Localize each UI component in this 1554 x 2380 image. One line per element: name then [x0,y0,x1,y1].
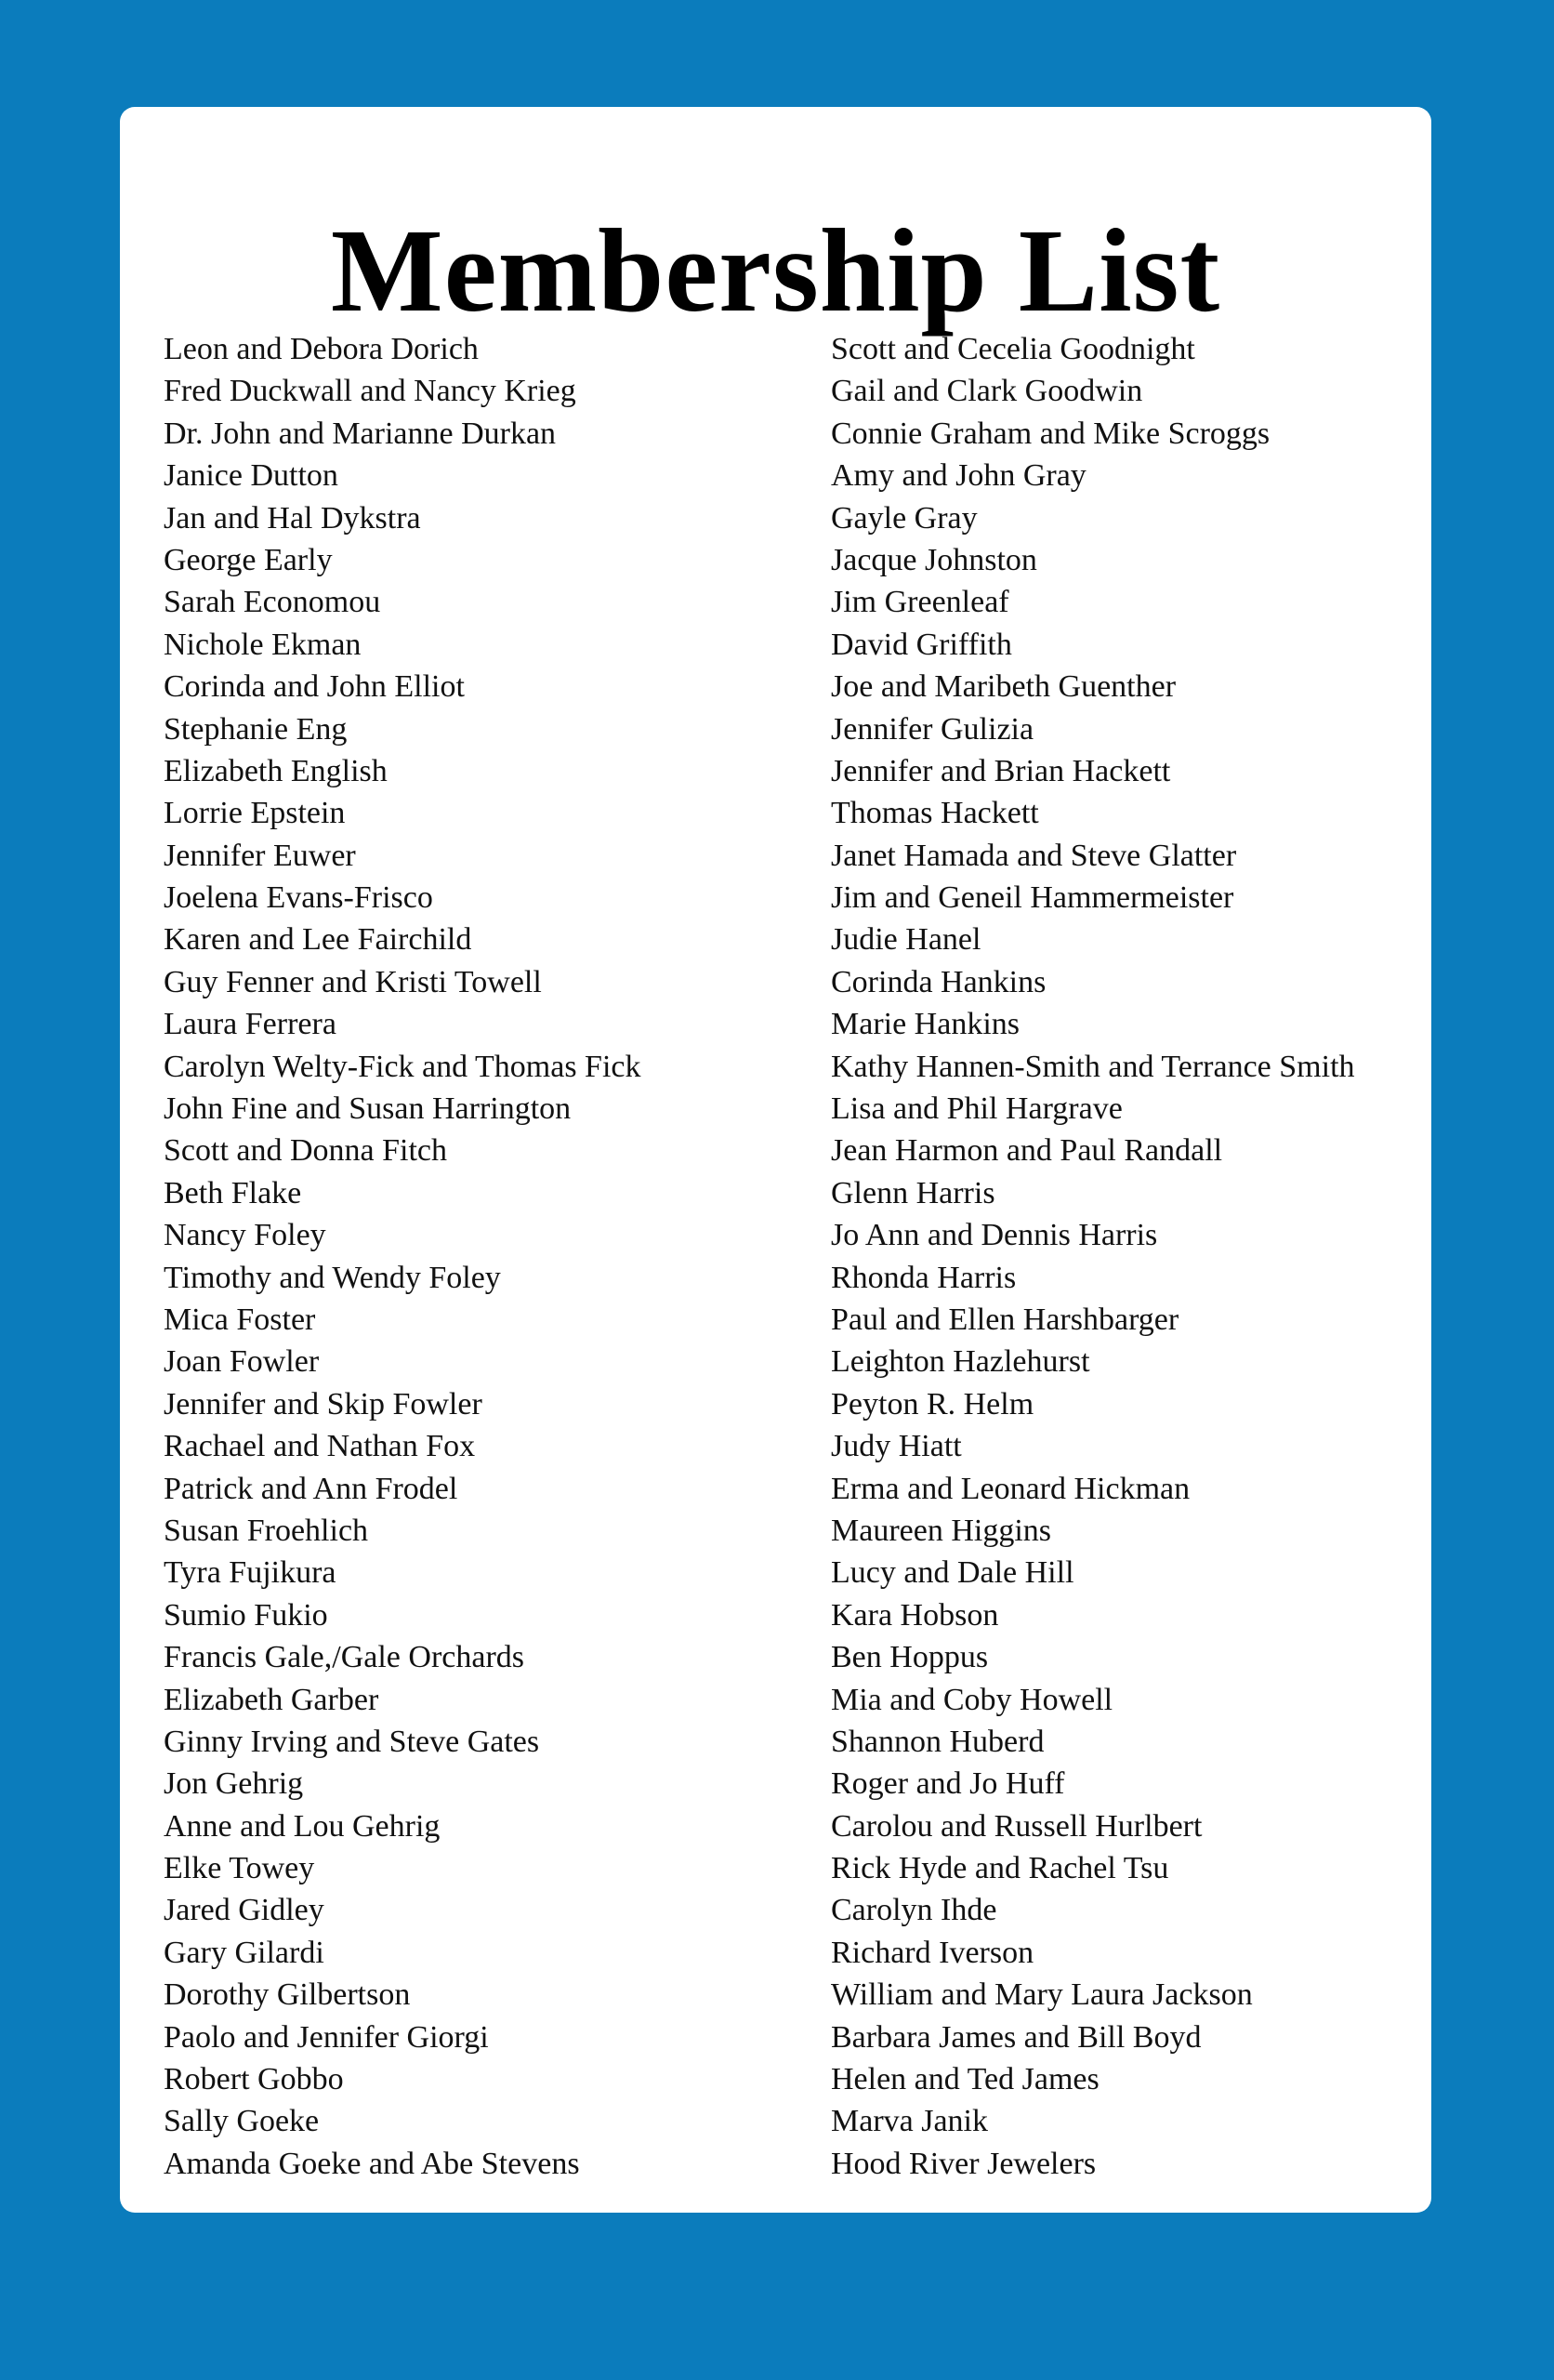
member-name: Timothy and Wendy Foley [164,1260,501,1295]
member-name: Lucy and Dale Hill [831,1555,1074,1591]
page-title: Membership List [330,205,1221,337]
member-name: George Early [164,542,333,577]
member-name: Kathy Hannen-Smith and Terrance Smith [831,1049,1355,1084]
member-name: Lorrie Epstein [164,796,346,831]
member-name: Janet Hamada and Steve Glatter [831,838,1237,873]
member-name: Scott and Donna Fitch [164,1133,448,1169]
member-name: Robert Gobbo [164,2062,344,2097]
member-name: Thomas Hackett [831,796,1039,831]
member-name: Paolo and Jennifer Giorgi [164,2019,489,2055]
member-name: Lisa and Phil Hargrave [831,1091,1123,1127]
member-name: Judie Hanel [831,922,981,958]
member-name: Stephanie Eng [164,711,348,747]
member-name: Jennifer and Skip Fowler [164,1386,482,1421]
member-name: Kara Hobson [831,1597,999,1633]
member-name: Beth Flake [164,1175,302,1210]
member-name: Judy Hiatt [831,1429,962,1464]
member-name: Rhonda Harris [831,1260,1017,1295]
member-name: Gayle Gray [831,500,978,536]
member-name: Susan Froehlich [164,1513,369,1548]
member-name: Jennifer and Brian Hackett [831,753,1171,788]
member-name: Nichole Ekman [164,627,362,662]
member-list-right [831,328,1355,2185]
member-name: Francis Gale,/Gale Orchards [164,1640,525,1675]
member-name: Jacque Johnston [831,542,1037,577]
member-name: Joelena Evans-Frisco [164,880,433,916]
member-name: Leon and Debora Dorich [164,332,479,366]
member-name: Amanda Goeke and Abe Stevens [164,2146,580,2181]
member-name: Carolyn Ihde [831,1893,997,1928]
member-name: Maureen Higgins [831,1513,1052,1548]
member-name: Erma and Leonard Hickman [831,1471,1191,1506]
member-name: Ben Hoppus [831,1640,989,1675]
member-name: Jennifer Gulizia [831,711,1034,747]
member-name: Leighton Hazlehurst [831,1344,1090,1380]
member-name: Helen and Ted James [831,2062,1100,2097]
member-name: Fred Duckwall and Nancy Krieg [164,374,576,409]
member-name: Scott and Cecelia Goodnight [831,332,1195,366]
member-name: Janice Dutton [164,458,338,494]
member-name: David Griffith [831,627,1012,662]
member-name: Amy and John Gray [831,458,1086,494]
member-name: Tyra Fujikura [164,1555,336,1591]
member-name: Elizabeth English [164,753,388,788]
member-name: Anne and Lou Gehrig [164,1808,441,1844]
member-name: Elke Towey [164,1851,315,1886]
member-name: Sarah Economou [164,585,381,620]
member-name: Jean Harmon and Paul Randall [831,1133,1223,1169]
member-name: Gary Gilardi [164,1935,324,1970]
member-name: Ginny Irving and Steve Gates [164,1724,540,1759]
member-name: Laura Ferrera [164,1007,336,1042]
member-name: Shannon Huberd [831,1724,1045,1759]
member-name: Karen and Lee Fairchild [164,922,472,958]
member-name: Mia and Coby Howell [831,1682,1113,1717]
member-name: Connie Graham and Mike Scroggs [831,416,1271,451]
member-name: Corinda and John Elliot [164,669,465,705]
member-name: Dr. John and Marianne Durkan [164,416,557,451]
member-name: Rachael and Nathan Fox [164,1429,476,1464]
member-name: Glenn Harris [831,1175,995,1210]
member-name: Sumio Fukio [164,1597,328,1633]
member-name: Dorothy Gilbertson [164,1977,411,2013]
member-name: Joan Fowler [164,1344,320,1380]
member-name: Richard Iverson [831,1935,1034,1970]
member-name: Jim and Geneil Hammermeister [831,880,1234,916]
member-name: Guy Fenner and Kristi Towell [164,964,542,999]
member-name: Rick Hyde and Rachel Tsu [831,1851,1169,1886]
member-name: Marva Janik [831,2104,989,2139]
membership-card [120,107,1431,2213]
member-name: Carolyn Welty-Fick and Thomas Fick [164,1049,641,1084]
member-name: Nancy Foley [164,1218,326,1253]
member-name: Marie Hankins [831,1007,1021,1042]
member-name: Patrick and Ann Frodel [164,1471,458,1506]
member-name: Paul and Ellen Harshbarger [831,1302,1179,1337]
member-name: Corinda Hankins [831,964,1047,999]
member-name: Peyton R. Helm [831,1386,1034,1421]
member-name: Jan and Hal Dykstra [164,500,421,536]
member-name: Jon Gehrig [164,1766,304,1802]
member-name: Sally Goeke [164,2104,320,2139]
member-name: Barbara James and Bill Boyd [831,2019,1202,2055]
member-name: William and Mary Laura Jackson [831,1977,1253,2013]
member-name: Jared Gidley [164,1893,324,1928]
member-name: Hood River Jewelers [831,2146,1097,2181]
member-name: Joe and Maribeth Guenther [831,669,1177,705]
member-name: Carolou and Russell Hurlbert [831,1808,1203,1844]
member-name: Gail and Clark Goodwin [831,374,1143,409]
member-name: Mica Foster [164,1302,316,1337]
member-list-left [164,328,641,2185]
member-name: Jo Ann and Dennis Harris [831,1218,1158,1253]
member-name: Jennifer Euwer [164,838,356,873]
member-name: Roger and Jo Huff [831,1766,1065,1802]
member-name: John Fine and Susan Harrington [164,1091,572,1127]
member-name: Jim Greenleaf [831,585,1009,620]
member-name: Elizabeth Garber [164,1682,379,1717]
